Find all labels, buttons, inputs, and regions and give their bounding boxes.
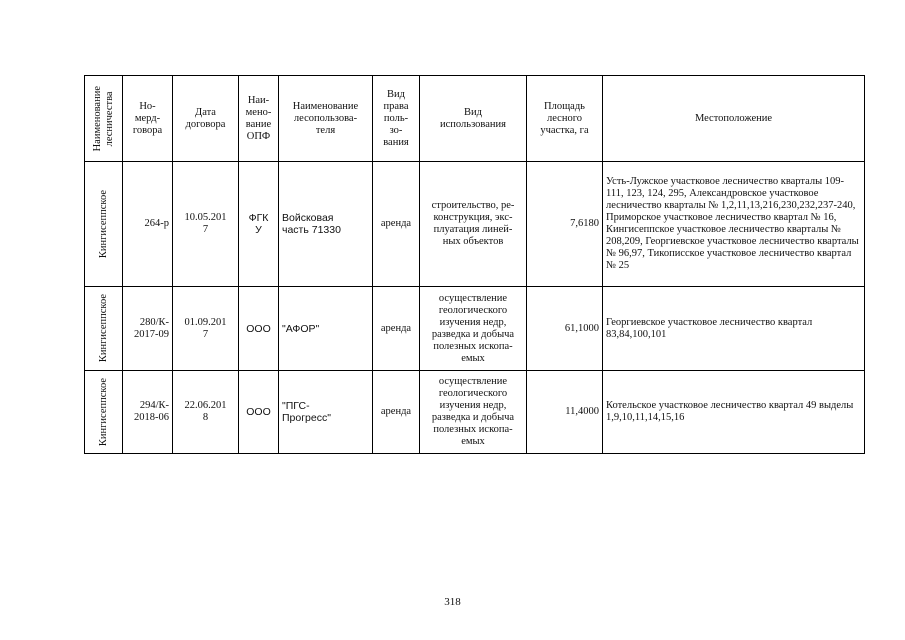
cell-user-name: "АФОР": [279, 287, 373, 371]
cell-area: 11,4000: [527, 371, 603, 454]
cell-user-name: Войсковая часть 71330: [279, 162, 373, 287]
cell-opf: ФГК У: [239, 162, 279, 287]
forestry-name: Кингисеппское: [97, 377, 109, 447]
cell-contract-date: 10.05.201 7: [173, 162, 239, 287]
forestry-name: Кингисеппское: [97, 294, 109, 363]
forest-lease-table: [84, 75, 865, 454]
cell-area: 7,6180: [527, 162, 603, 287]
cell-user-name: "ПГС- Прогресс": [279, 371, 373, 454]
cell-use-type: осуществление геологического изучения недр, разведка и добыча полезных ископа- емых: [420, 371, 527, 454]
page-number: 318: [444, 596, 461, 608]
cell-right-type: аренда: [373, 287, 420, 371]
cell-forestry: [85, 287, 123, 371]
cell-forestry: [85, 371, 123, 454]
cell-contract-date: 01.09.201 7: [173, 287, 239, 371]
table-header-row: [85, 76, 865, 162]
header-forestry-label: Наименование лесничества: [91, 85, 115, 152]
cell-location: Усть-Лужское участковое лесничество кварталы 109-111, 123, 124, 295, Александровское участковое лесничество кварталы № 1,2,11,13,216,230,232,237-240, Приморское участковое лесничество квартал № 16, Кингисеппское участковое лесничество кварталы № 208,209, Георгиевское участковое лесничество кварталы № 96,97, Тикописское участковое лесничество квартал № 25: [603, 162, 865, 287]
header-forestry: [85, 76, 123, 162]
header-user-name: Наименование лесопользова- теля: [279, 76, 373, 162]
header-location: Местоположение: [603, 76, 865, 162]
cell-right-type: аренда: [373, 371, 420, 454]
cell-area: 61,1000: [527, 287, 603, 371]
cell-contract-number: 280/К- 2017-09: [123, 287, 173, 371]
cell-contract-number: 294/К- 2018-06: [123, 371, 173, 454]
cell-opf: ООО: [239, 371, 279, 454]
header-area: Площадь лесного участка, га: [527, 76, 603, 162]
cell-forestry: [85, 162, 123, 287]
cell-contract-number: 264-р: [123, 162, 173, 287]
cell-contract-date: 22.06.201 8: [173, 371, 239, 454]
cell-right-type: аренда: [373, 162, 420, 287]
header-opf: Наи- мено- вание ОПФ: [239, 76, 279, 162]
header-contract-number: Но- мерд- говора: [123, 76, 173, 162]
cell-opf: ООО: [239, 287, 279, 371]
table-row: [85, 162, 865, 287]
table-row: [85, 287, 865, 371]
cell-location: Котельское участковое лесничество квартал 49 выделы 1,9,10,11,14,15,16: [603, 371, 865, 454]
cell-use-type: осуществление геологического изучения недр, разведка и добыча полезных ископа- емых: [420, 287, 527, 371]
forestry-name: Кингисеппское: [97, 189, 109, 259]
header-use-type: Вид использования: [420, 76, 527, 162]
header-contract-date: Дата договора: [173, 76, 239, 162]
cell-use-type: строительство, ре- конструкция, экс- плуатация линей- ных объектов: [420, 162, 527, 287]
header-right-type: Вид права поль- зо- вания: [373, 76, 420, 162]
cell-location: Георгиевское участковое лесничество квартал 83,84,100,101: [603, 287, 865, 371]
table-row: [85, 371, 865, 454]
